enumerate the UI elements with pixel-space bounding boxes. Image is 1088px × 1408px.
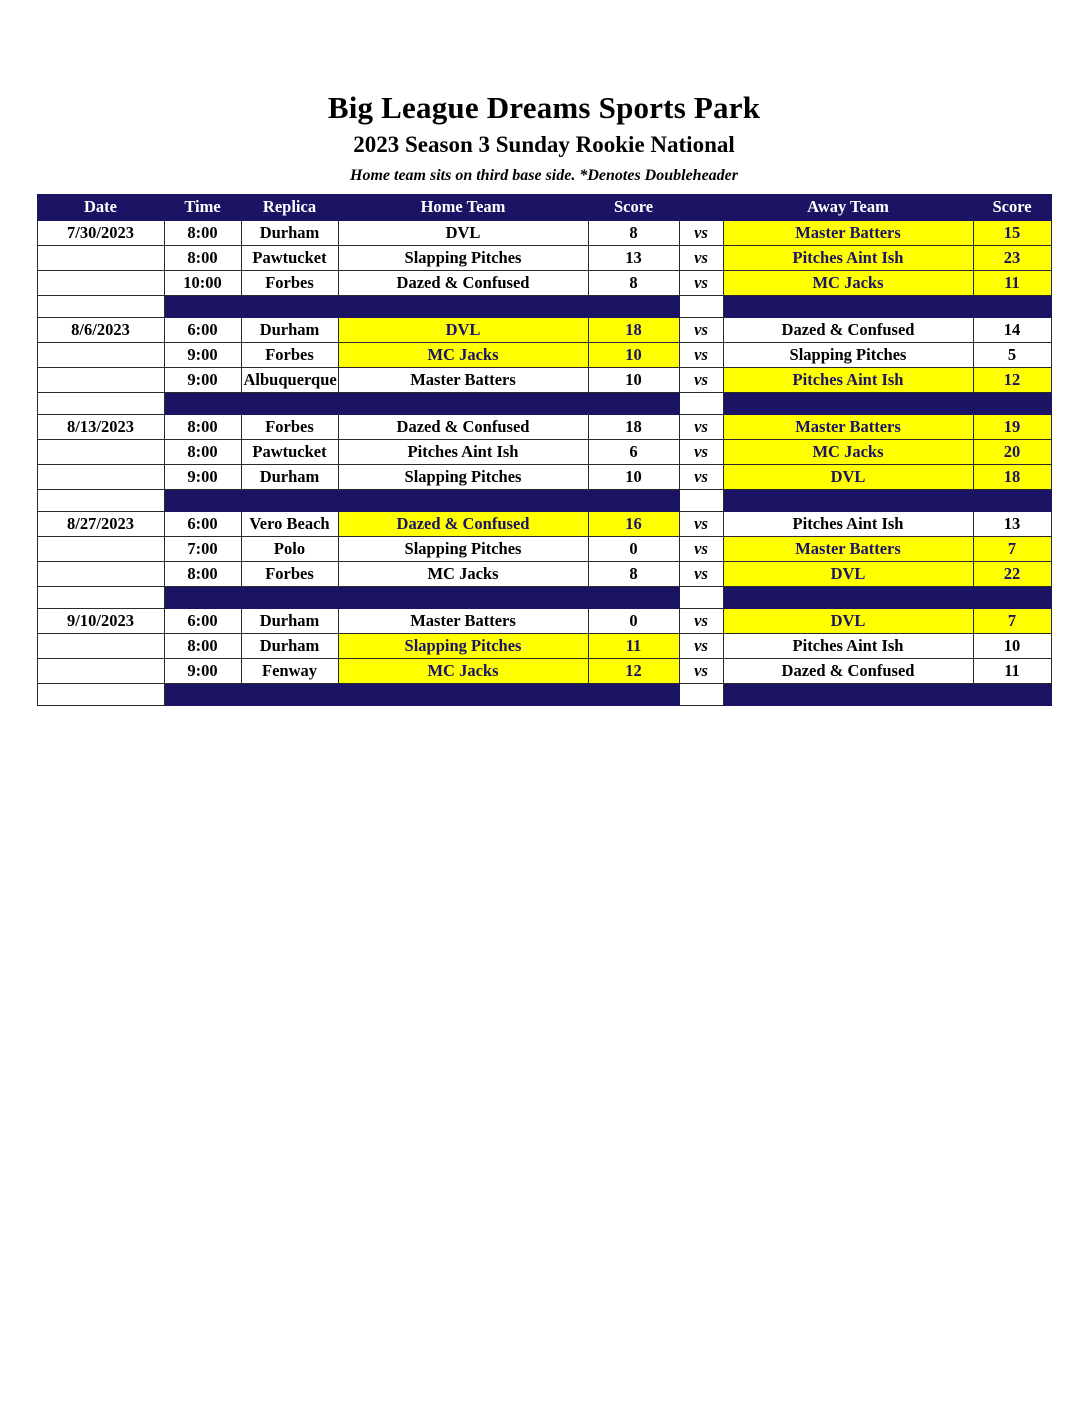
cell-time: 7:00: [164, 536, 241, 561]
cell-home-team: Pitches Aint Ish: [338, 439, 588, 464]
cell-away-team: Dazed & Confused: [723, 658, 973, 683]
column-header-replica: Replica: [241, 194, 338, 220]
cell-away-team: MC Jacks: [723, 270, 973, 295]
separator-cell: [241, 392, 338, 414]
schedule-table: [37, 194, 1052, 706]
cell-replica: Polo: [241, 536, 338, 561]
cell-date: [37, 439, 164, 464]
cell-away-score: 20: [973, 439, 1051, 464]
cell-away-score: 13: [973, 511, 1051, 536]
separator-cell: [723, 683, 973, 705]
cell-home-team: Slapping Pitches: [338, 245, 588, 270]
cell-time: 6:00: [164, 608, 241, 633]
cell-replica: Durham: [241, 633, 338, 658]
separator-cell: [679, 392, 723, 414]
cell-home-score: 11: [588, 633, 679, 658]
week-separator-row: [37, 489, 1051, 511]
cell-away-score: 19: [973, 414, 1051, 439]
cell-away-team: Pitches Aint Ish: [723, 511, 973, 536]
cell-vs-label: vs: [679, 317, 723, 342]
separator-cell: [37, 295, 164, 317]
cell-vs-label: vs: [679, 342, 723, 367]
cell-date: [37, 536, 164, 561]
cell-vs-label: vs: [679, 245, 723, 270]
cell-replica: Forbes: [241, 561, 338, 586]
separator-cell: [338, 489, 588, 511]
cell-home-score: 10: [588, 464, 679, 489]
cell-vs-label: vs: [679, 414, 723, 439]
cell-away-score: 12: [973, 367, 1051, 392]
cell-time: 8:00: [164, 414, 241, 439]
cell-home-team: Master Batters: [338, 608, 588, 633]
cell-vs-label: vs: [679, 439, 723, 464]
cell-time: 8:00: [164, 220, 241, 245]
table-row: [37, 367, 1051, 392]
cell-replica: Albuquerque: [241, 367, 338, 392]
separator-cell: [723, 295, 973, 317]
separator-cell: [679, 295, 723, 317]
week-separator-row: [37, 586, 1051, 608]
separator-cell: [338, 586, 588, 608]
cell-away-team: Master Batters: [723, 220, 973, 245]
cell-home-score: 12: [588, 658, 679, 683]
cell-time: 9:00: [164, 464, 241, 489]
separator-cell: [241, 489, 338, 511]
table-row: [37, 608, 1051, 633]
column-header-vs: [679, 194, 723, 220]
cell-time: 9:00: [164, 658, 241, 683]
cell-date: 8/13/2023: [37, 414, 164, 439]
cell-replica: Durham: [241, 220, 338, 245]
page-subtitle: 2023 Season 3 Sunday Rookie National: [353, 131, 735, 157]
cell-vs-label: vs: [679, 658, 723, 683]
separator-cell: [973, 683, 1051, 705]
table-row: [37, 342, 1051, 367]
cell-home-score: 8: [588, 561, 679, 586]
separator-cell: [37, 586, 164, 608]
cell-home-team: DVL: [338, 317, 588, 342]
column-header-away-team: Away Team: [723, 194, 973, 220]
cell-replica: Durham: [241, 317, 338, 342]
cell-vs-label: vs: [679, 608, 723, 633]
cell-vs-label: vs: [679, 464, 723, 489]
separator-cell: [338, 683, 588, 705]
cell-vs-label: vs: [679, 270, 723, 295]
separator-cell: [164, 586, 241, 608]
cell-vs-label: vs: [679, 367, 723, 392]
column-header-time: Time: [164, 194, 241, 220]
table-body: [37, 220, 1051, 705]
cell-home-score: 16: [588, 511, 679, 536]
table-row: [37, 464, 1051, 489]
cell-replica: Pawtucket: [241, 439, 338, 464]
cell-replica: Pawtucket: [241, 245, 338, 270]
cell-date: [37, 561, 164, 586]
cell-replica: Fenway: [241, 658, 338, 683]
table-row: [37, 317, 1051, 342]
cell-time: 8:00: [164, 245, 241, 270]
cell-time: 9:00: [164, 367, 241, 392]
separator-cell: [588, 295, 679, 317]
cell-date: 8/6/2023: [37, 317, 164, 342]
cell-home-score: 10: [588, 342, 679, 367]
cell-time: 9:00: [164, 342, 241, 367]
cell-vs-label: vs: [679, 220, 723, 245]
table-row: [37, 414, 1051, 439]
cell-away-score: 18: [973, 464, 1051, 489]
page-note: Home team sits on third base side. *Denotes Doubleheader: [350, 166, 738, 184]
separator-cell: [588, 683, 679, 705]
table-row: [37, 536, 1051, 561]
cell-time: 8:00: [164, 561, 241, 586]
separator-cell: [973, 489, 1051, 511]
cell-home-score: 0: [588, 608, 679, 633]
table-row: [37, 270, 1051, 295]
separator-cell: [164, 683, 241, 705]
separator-cell: [164, 489, 241, 511]
cell-replica: Forbes: [241, 414, 338, 439]
table-row: [37, 245, 1051, 270]
cell-date: [37, 633, 164, 658]
column-header-date: Date: [37, 194, 164, 220]
separator-cell: [723, 489, 973, 511]
column-header-away-score: Score: [973, 194, 1051, 220]
cell-home-team: Dazed & Confused: [338, 511, 588, 536]
cell-away-score: 7: [973, 608, 1051, 633]
cell-home-team: MC Jacks: [338, 342, 588, 367]
separator-cell: [588, 489, 679, 511]
cell-vs-label: vs: [679, 536, 723, 561]
cell-away-score: 5: [973, 342, 1051, 367]
cell-home-team: Slapping Pitches: [338, 633, 588, 658]
table-row: [37, 561, 1051, 586]
separator-cell: [723, 392, 973, 414]
separator-cell: [723, 586, 973, 608]
cell-time: 10:00: [164, 270, 241, 295]
cell-home-score: 18: [588, 317, 679, 342]
cell-replica: Forbes: [241, 270, 338, 295]
separator-cell: [679, 489, 723, 511]
cell-vs-label: vs: [679, 561, 723, 586]
separator-cell: [338, 295, 588, 317]
cell-home-score: 18: [588, 414, 679, 439]
separator-cell: [241, 295, 338, 317]
table-row: [37, 439, 1051, 464]
cell-away-team: Slapping Pitches: [723, 342, 973, 367]
cell-away-team: DVL: [723, 561, 973, 586]
cell-date: [37, 342, 164, 367]
cell-home-score: 8: [588, 270, 679, 295]
cell-away-score: 23: [973, 245, 1051, 270]
cell-date: 9/10/2023: [37, 608, 164, 633]
cell-home-team: DVL: [338, 220, 588, 245]
cell-date: 7/30/2023: [37, 220, 164, 245]
cell-home-score: 8: [588, 220, 679, 245]
cell-home-team: MC Jacks: [338, 561, 588, 586]
separator-cell: [164, 295, 241, 317]
separator-cell: [679, 586, 723, 608]
week-separator-row: [37, 392, 1051, 414]
cell-away-team: Dazed & Confused: [723, 317, 973, 342]
cell-away-team: Master Batters: [723, 414, 973, 439]
cell-away-team: Pitches Aint Ish: [723, 245, 973, 270]
cell-replica: Forbes: [241, 342, 338, 367]
cell-away-team: Pitches Aint Ish: [723, 633, 973, 658]
cell-away-score: 10: [973, 633, 1051, 658]
cell-home-score: 0: [588, 536, 679, 561]
page-title: Big League Dreams Sports Park: [327, 90, 761, 125]
cell-home-score: 10: [588, 367, 679, 392]
cell-away-team: DVL: [723, 464, 973, 489]
cell-home-team: Slapping Pitches: [338, 464, 588, 489]
table-header-row: [37, 194, 1051, 220]
table-row: [37, 511, 1051, 536]
cell-away-score: 7: [973, 536, 1051, 561]
cell-away-score: 11: [973, 270, 1051, 295]
cell-away-score: 22: [973, 561, 1051, 586]
cell-away-team: MC Jacks: [723, 439, 973, 464]
document-titles: [0, 90, 1088, 185]
cell-replica: Durham: [241, 608, 338, 633]
separator-cell: [973, 392, 1051, 414]
cell-away-team: Pitches Aint Ish: [723, 367, 973, 392]
separator-cell: [241, 683, 338, 705]
table-row: [37, 220, 1051, 245]
cell-home-score: 6: [588, 439, 679, 464]
cell-vs-label: vs: [679, 633, 723, 658]
separator-cell: [241, 586, 338, 608]
separator-cell: [37, 489, 164, 511]
cell-away-score: 11: [973, 658, 1051, 683]
cell-time: 8:00: [164, 633, 241, 658]
column-header-home-team: Home Team: [338, 194, 588, 220]
cell-home-team: Dazed & Confused: [338, 270, 588, 295]
table-row: [37, 658, 1051, 683]
cell-vs-label: vs: [679, 511, 723, 536]
cell-date: [37, 367, 164, 392]
cell-replica: Vero Beach: [241, 511, 338, 536]
week-separator-row: [37, 683, 1051, 705]
separator-cell: [37, 683, 164, 705]
cell-date: [37, 658, 164, 683]
cell-date: [37, 464, 164, 489]
cell-away-score: 14: [973, 317, 1051, 342]
column-header-home-score: Score: [588, 194, 679, 220]
cell-home-team: Dazed & Confused: [338, 414, 588, 439]
week-separator-row: [37, 295, 1051, 317]
cell-replica: Durham: [241, 464, 338, 489]
cell-time: 6:00: [164, 317, 241, 342]
cell-away-team: Master Batters: [723, 536, 973, 561]
cell-date: [37, 270, 164, 295]
separator-cell: [588, 586, 679, 608]
cell-date: [37, 245, 164, 270]
cell-date: 8/27/2023: [37, 511, 164, 536]
cell-away-team: DVL: [723, 608, 973, 633]
cell-home-team: MC Jacks: [338, 658, 588, 683]
cell-home-team: Slapping Pitches: [338, 536, 588, 561]
cell-home-score: 13: [588, 245, 679, 270]
separator-cell: [37, 392, 164, 414]
separator-cell: [588, 392, 679, 414]
separator-cell: [164, 392, 241, 414]
cell-time: 8:00: [164, 439, 241, 464]
cell-away-score: 15: [973, 220, 1051, 245]
separator-cell: [338, 392, 588, 414]
separator-cell: [973, 586, 1051, 608]
table-row: [37, 633, 1051, 658]
separator-cell: [973, 295, 1051, 317]
cell-time: 6:00: [164, 511, 241, 536]
cell-home-team: Master Batters: [338, 367, 588, 392]
separator-cell: [679, 683, 723, 705]
